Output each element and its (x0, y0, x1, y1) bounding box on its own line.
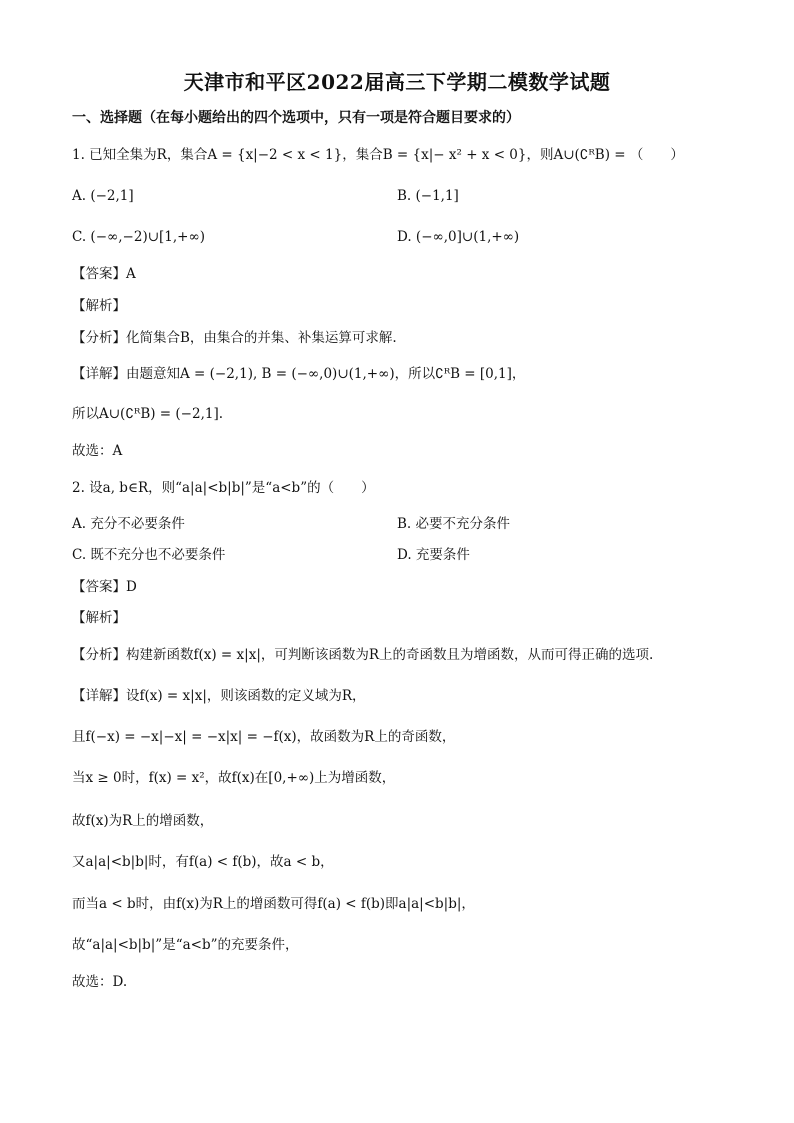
q1-analysis: 【分析】化简集合B，由集合的并集、补集运算可求解. (72, 330, 397, 346)
q2-stem: 2. 设a, b∈R，则“a|a|<b|b|”是“a<b”的（ ） (72, 480, 375, 496)
q2-answer: 【答案】D (72, 579, 137, 595)
q2-option-a: A. 充分不必要条件 (72, 516, 185, 532)
q2-detail-line-4: 又a|a|<b|b|时，有f(a) < f(b)，故a < b， (72, 854, 334, 870)
q1-answer: 【答案】A (72, 266, 136, 282)
q2-detail-line-1: 且f(−x) = −x|−x| = −x|x| = −f(x)，故函数为R上的奇函数， (72, 729, 456, 745)
q2-choose: 故选：D. (72, 974, 128, 990)
q1-option-b: B. (−1,1] (397, 188, 459, 204)
q2-option-d: D. 充要条件 (397, 547, 470, 563)
q1-result: 所以A∪(∁ᴿB) = (−2,1]. (72, 406, 224, 422)
q1-option-a: A. (−2,1] (72, 188, 134, 204)
q1-choose: 故选：A (72, 443, 123, 459)
section-heading: 一、选择题（在每小题给出的四个选项中，只有一项是符合题目要求的） (72, 110, 520, 126)
q2-detail-line-3: 故f(x)为R上的增函数， (72, 813, 214, 829)
q2-detail-line-2: 当x ≥ 0时，f(x) = x²，故f(x)在[0,+∞)上为增函数， (72, 770, 396, 786)
q2-detail-line-6: 故“a|a|<b|b|”是“a<b”的充要条件， (72, 937, 299, 953)
q1-option-c: C. (−∞,−2)∪[1,+∞) (72, 229, 205, 245)
q2-detail: 【详解】设f(x) = x|x|，则该函数的定义域为R， (72, 688, 366, 704)
q2-option-b: B. 必要不充分条件 (397, 516, 511, 532)
q1-detail: 【详解】由题意知A = (−2,1), B = (−∞,0)∪(1,+∞)，所以∁ᴿB = [0,1]， (72, 366, 526, 382)
q1-stem: 1. 已知全集为R，集合A = {x|−2 < x < 1}，集合B = {x|− x² + x < 0}，则A∪(∁ᴿB) = （ ） (72, 147, 684, 163)
q1-option-d: D. (−∞,0]∪(1,+∞) (397, 229, 520, 245)
q2-analysis: 【分析】构建新函数f(x) = x|x|，可判断该函数为R上的奇函数且为增函数，从而可得正确的选项. (72, 647, 654, 663)
q2-detail-line-5: 而当a < b时，由f(x)为R上的增函数可得f(a) < f(b)即a|a|<b|b|， (72, 896, 475, 912)
q1-analysis-heading: 【解析】 (72, 298, 126, 314)
page-title: 天津市和平区2022届高三下学期二模数学试题 (183, 70, 611, 94)
q2-analysis-heading: 【解析】 (72, 610, 126, 626)
q2-option-c: C. 既不充分也不必要条件 (72, 547, 226, 563)
